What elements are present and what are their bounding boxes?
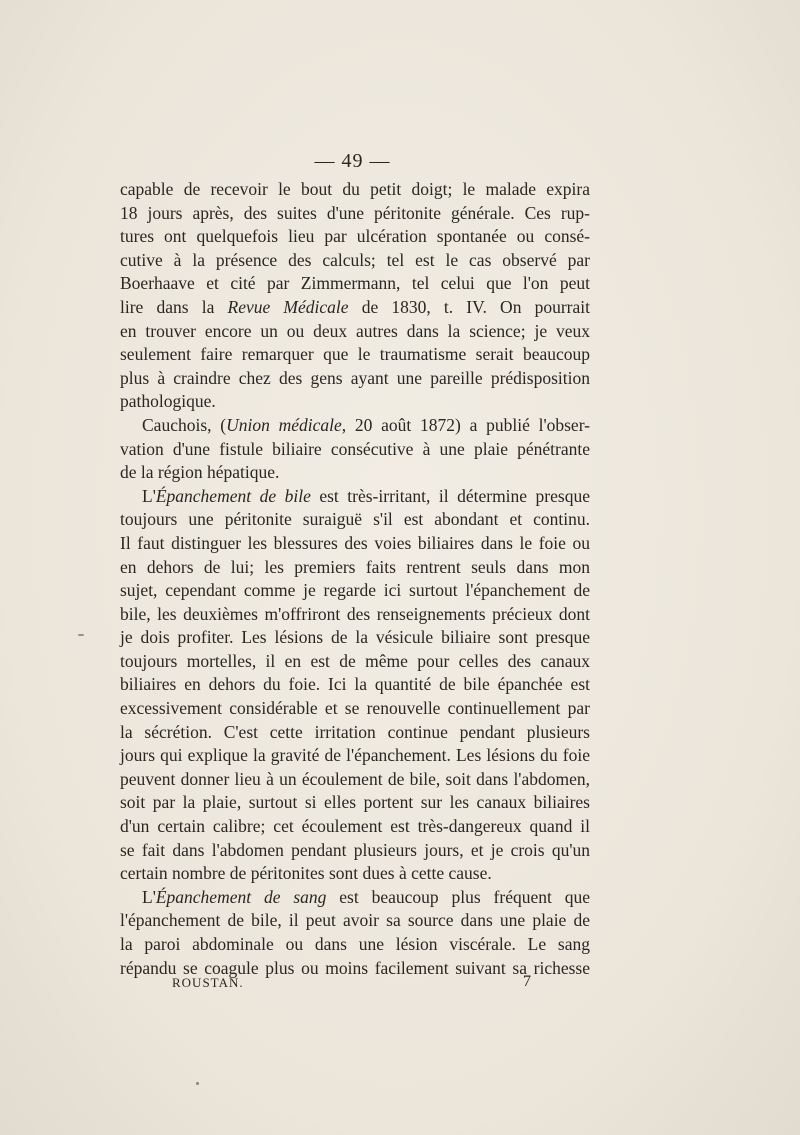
text-line: la paroi abdominale ou dans une lésion viscérale. Le sang — [120, 934, 590, 954]
text-line: de la région hépatique. — [120, 462, 280, 483]
text-run: est très-irritant, il détermine presque — [310, 485, 590, 506]
text-line: certain nombre de péritonites sont dues à cette cause. — [120, 863, 492, 884]
text-line: répandu se coagule plus ou moins facilement suivant sa richesse — [120, 957, 590, 978]
text-line: 18 jours après, des suites d'une péritonite générale. Ces rup- — [120, 202, 590, 223]
text-line: tures ont quelquefois lieu par ulcération spontanée ou consé- — [120, 226, 590, 247]
text-line: seulement faire remarquer que le traumatisme serait beaucoup — [120, 344, 590, 365]
text-line: soit par la plaie, surtout si elles portent sur les canaux biliaires — [120, 792, 590, 813]
italic-phrase: Union médicale — [226, 414, 342, 435]
text-line: Il faut distinguer les blessures des voies biliaires dans le foie ou — [120, 532, 590, 553]
text-run: Cauchois, ( — [142, 414, 227, 435]
text-line: pathologique. — [120, 391, 216, 412]
text-line: se fait dans l'abdomen pendant plusieurs jours, et je crois qu'un — [120, 839, 590, 860]
text-run: de 1830, t. IV. On pourrait — [348, 296, 590, 317]
text-run: lire dans la — [120, 296, 228, 317]
paper-speck — [196, 1082, 199, 1085]
text-line: capable de recevoir le bout du petit doigt; le malade expira — [120, 179, 590, 199]
text-line: peuvent donner lieu à un écoulement de bile, soit dans l'abdomen, — [120, 768, 590, 789]
text-line — [120, 414, 590, 438]
body-text — [120, 178, 590, 980]
text-line: en trouver encore un ou deux autres dans la science; je veux — [120, 320, 590, 341]
paper-speck — [78, 634, 84, 636]
text-line: la sécrétion. C'est cette irritation continue pendant plusieurs — [120, 721, 590, 742]
text-line: bile, les deuxièmes m'offriront des renseignements précieux dont — [120, 603, 590, 624]
signature-mark: ROUSTAN. — [172, 975, 244, 990]
text-line: sujet, cependant comme je regarde ici surtout l'épanchement de — [120, 580, 590, 601]
text-line: excessivement considérable et se renouvelle continuellement par — [120, 698, 590, 719]
italic-phrase: Épanchement de bile — [155, 485, 311, 506]
text-line: d'un certain calibre; cet écoulement est très-dangereux quand il — [120, 816, 590, 837]
text-line: jours qui explique la gravité de l'épanchement. Les lésions du foie — [120, 745, 590, 766]
text-line: plus à craindre chez des gens ayant une pareille prédisposition — [120, 367, 590, 388]
text-line: toujours mortelles, il en est de même pour celles des canaux — [120, 650, 590, 671]
text-line — [120, 886, 590, 910]
text-run: est beaucoup plus fréquent que — [326, 886, 590, 907]
text-line: vation d'une fistule biliaire consécutive à une plaie pénétrante — [120, 438, 590, 459]
text-line: cutive à la présence des calculs; tel est le cas observé par — [120, 249, 590, 270]
text-run: L' — [142, 485, 156, 506]
text-line: toujours une péritonite suraiguë s'il est abondant et continu. — [120, 509, 590, 530]
text-run: L' — [142, 886, 156, 907]
text-line — [120, 485, 590, 509]
text-run: , 20 août 1872) a publié l'obser- — [341, 414, 590, 435]
italic-phrase: Épanchement de sang — [155, 886, 327, 907]
text-line — [120, 296, 590, 320]
text-line: en dehors de lui; les premiers faits rentrent seuls dans mon — [120, 556, 590, 577]
page-number: — 49 — — [314, 150, 391, 172]
text-line: l'épanchement de bile, il peut avoir sa source dans une plaie de — [120, 910, 590, 931]
italic-phrase: Revue Médicale — [227, 296, 349, 317]
sheet-number: 7 — [523, 973, 531, 990]
text-line: biliaires en dehors du foie. Ici la quantité de bile épanchée est — [120, 674, 590, 695]
text-line: Boerhaave et cité par Zimmermann, tel celui que l'on peut — [120, 273, 590, 294]
text-line: je dois profiter. Les lésions de la vésicule biliaire sont presque — [120, 627, 590, 648]
